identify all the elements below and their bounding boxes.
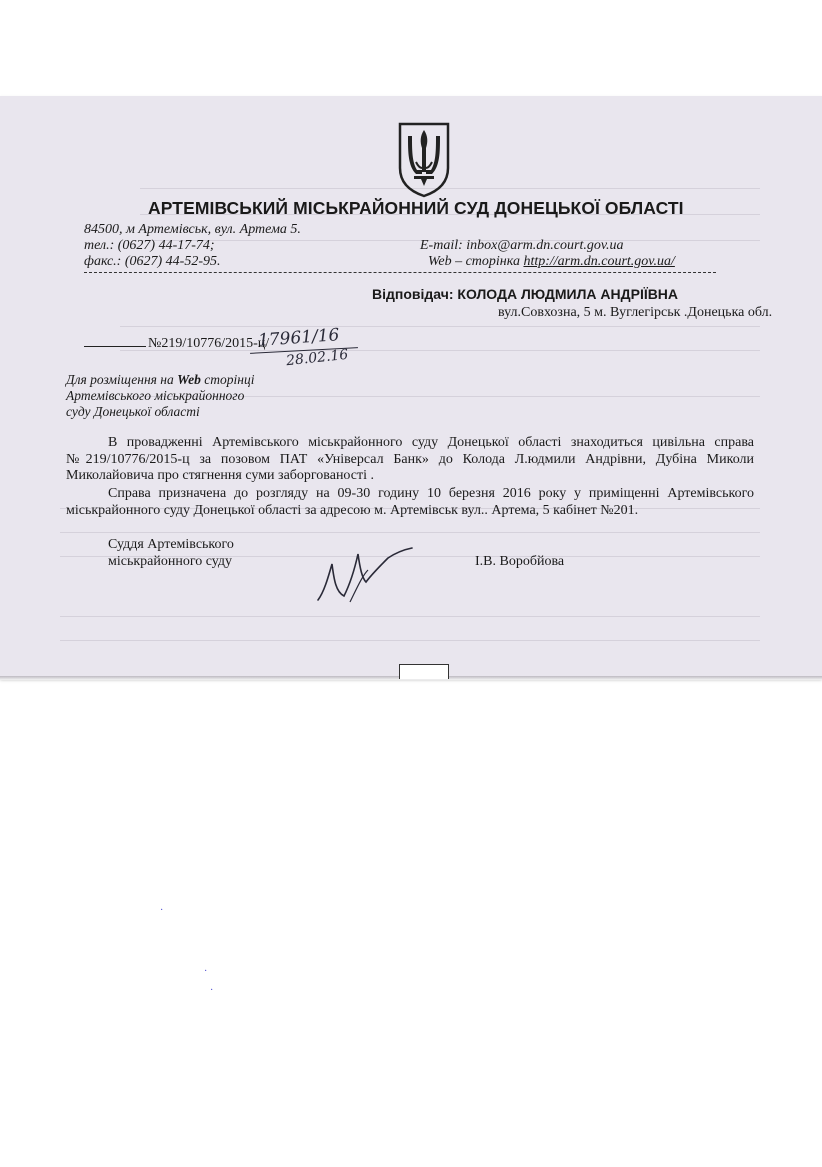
placement-suffix: сторінці bbox=[200, 372, 255, 387]
court-fax: факс.: (0627) 44-52-95. bbox=[84, 254, 221, 269]
placement-note-line bbox=[66, 372, 254, 388]
placement-prefix: Для розміщення на bbox=[66, 372, 178, 387]
outgoing-number-line bbox=[84, 336, 269, 352]
court-name-heading: АРТЕМІВСЬКИЙ МІСЬКРАЙОННИЙ СУД ДОНЕЦЬКОЇ ОБЛАСТІ bbox=[148, 198, 684, 218]
case-description-paragraph: В провадженні Артемівського міськрайонного суду Донецької області знаходиться цивільна справа №219/10776/2015-ц за позовом ПАТ «Універсал Банк» до Колода Л.юдмили Андрівни, Дубіна Миколи Миколайовича про стягнення суми заборгованості . bbox=[66, 435, 754, 483]
web-label: Web – сторінка bbox=[428, 254, 520, 269]
handwritten-date: 28.02.16 bbox=[285, 346, 350, 370]
judge-signature bbox=[310, 540, 430, 610]
court-website bbox=[428, 254, 675, 270]
scan-speck: · bbox=[204, 966, 208, 977]
court-email: E-mail: inbox@arm.dn.court.gov.ua bbox=[420, 238, 624, 253]
defendant-address: вул.Совхозна, 5 м. Вуглегірськ .Донецька обл. bbox=[498, 305, 773, 320]
court-phone: тел.: (0627) 44-17-74; bbox=[84, 238, 215, 253]
scan-speck: · bbox=[160, 905, 164, 916]
defendant-name: Відповідач: КОЛОДА ЛЮДМИЛА АНДРІЇВНА bbox=[372, 286, 679, 302]
sheet-tab-mark bbox=[399, 664, 449, 679]
hearing-schedule-paragraph: Справа призначена до розгляду на 09-30 годину 10 березня 2016 року у приміщенні Артемівського міськрайонного суду Донецької області за адресою м. Артемівськ вул.. Артема, 5 кабінет №201. bbox=[66, 486, 754, 518]
number-blank bbox=[84, 346, 146, 347]
trident-coat-of-arms-icon bbox=[396, 122, 452, 198]
placement-web-word: Web bbox=[177, 372, 201, 387]
scan-speck: · bbox=[210, 985, 214, 996]
judge-name: І.В. Воробйова bbox=[475, 554, 565, 569]
judge-title-line: Суддя Артемівського bbox=[108, 537, 234, 552]
case-number: №219/10776/2015-ц/ bbox=[148, 336, 270, 351]
scanner-margin bbox=[0, 0, 822, 96]
court-address: 84500, м Артемівськ, вул. Артема 5. bbox=[84, 222, 301, 237]
header-divider bbox=[84, 272, 716, 273]
web-url-link[interactable]: http://arm.dn.court.gov.ua/ bbox=[523, 254, 675, 269]
judge-title-line: міськрайонного суду bbox=[108, 554, 233, 569]
placement-note-line: суду Донецької області bbox=[66, 404, 200, 419]
placement-note-line: Артемівського міськрайонного bbox=[66, 388, 245, 403]
handwritten-outgoing-number: 17961/16 bbox=[257, 325, 341, 351]
